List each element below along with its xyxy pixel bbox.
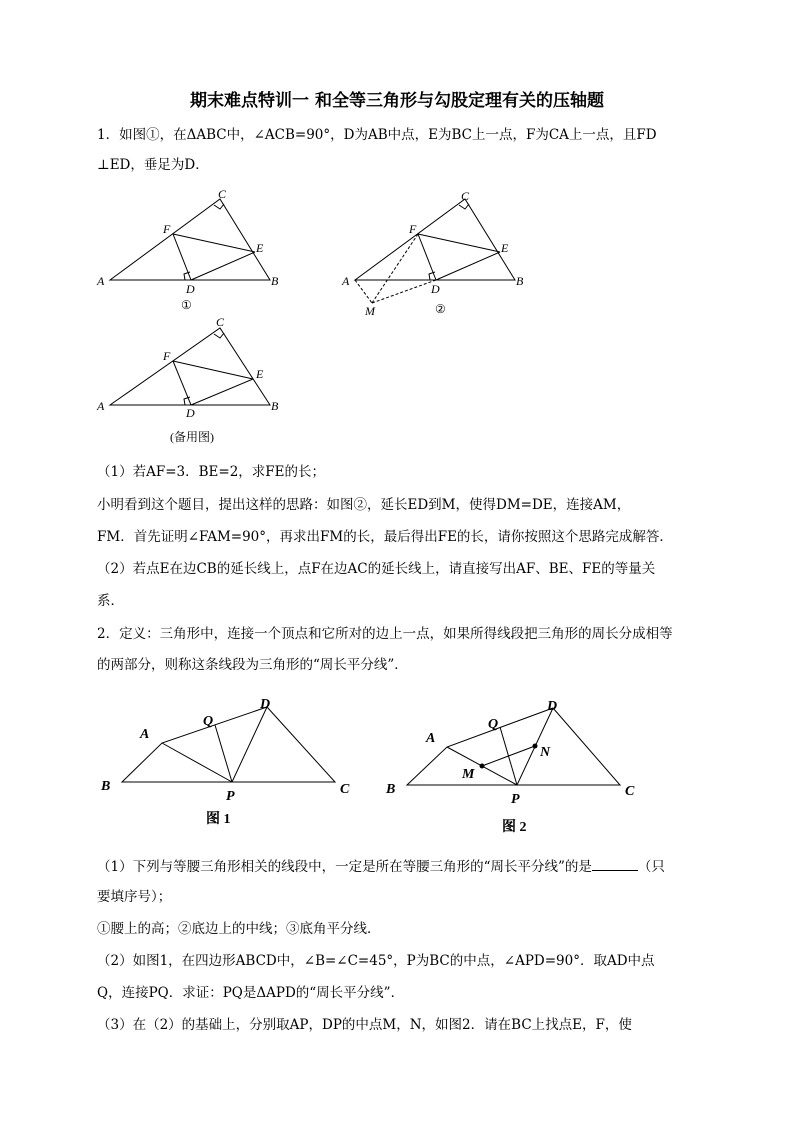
point-N [533,744,538,749]
q2-fig1-caption: 图 1 [206,812,231,827]
point-M [480,764,485,769]
q2f1-label-B: B [101,779,111,794]
label-F3: F [163,349,171,363]
q2-part1-line2: 要填序号）； [97,889,172,905]
q2-options: ①腰上的高；②底边上的中线；③底角平分线． [97,921,381,937]
q2-part2-line2: Q，连接PQ．求证：PQ是ΔAPD的“周长平分线”． [97,985,405,1001]
q1-part2-line1: （2）若点E在边CB的延长线上，点F在边AC的延长线上，请直接写出AF、BE、FE的等量关 [97,561,656,577]
q1-hint-line1: 小明看到这个题目，提出这样的思路：如图②，延长ED到M，使得DM=DE，连接AM， [97,497,631,513]
q1-figure-1 [90,185,290,320]
label-D3: D [186,406,195,420]
q2-figure-2 [380,690,650,840]
q2f2-label-C: C [625,784,635,799]
q2-part1-text: （1）下列与等腰三角形相关的线段中，一定是所在等腰三角形的“周长平分线”的是 [97,859,592,875]
label-C2: C [461,189,470,203]
label-E2: E [501,241,509,255]
q2f2-label-M: M [462,767,475,782]
label-A2: A [342,274,350,288]
label-E3: E [256,367,264,381]
q2f2-label-P: P [511,792,520,807]
q2f2-label-Q: Q [488,717,499,732]
q1-figure-2 [335,185,535,320]
q2f1-label-D: D [260,697,271,712]
label-D: D [186,282,195,296]
label-B: B [271,274,279,288]
label-C3: C [216,315,225,329]
q1-figure-backup [90,315,290,450]
label-A: A [97,274,105,288]
q2f2-label-N: N [540,745,551,760]
q2f1-label-A: A [140,727,150,742]
label-A3: A [97,399,105,413]
q2f2-label-A: A [426,731,436,746]
label-E: E [256,241,264,255]
label-F: F [163,222,171,236]
page-title: 期末难点特训一 和全等三角形与勾股定理有关的压轴题 [190,91,604,111]
label-B2: B [516,274,524,288]
q2-part2-line1: （2）如图1，在四边形ABCD中，∠B=∠C=45°，P为BC的中点，∠APD=90°．取AD中点 [97,953,655,969]
answer-blank[interactable] [592,856,638,871]
label-C: C [218,187,227,201]
fig2-caption: ② [435,302,446,316]
fig1-caption: ① [181,298,192,312]
q2-def-line1: 2．定义：三角形中，连接一个顶点和它所对的边上一点，如果所得线段把三角形的周长分成相等 [97,626,673,642]
q1-hint-line2: FM．首先证明∠FAM=90°，再求出FM的长，最后得出FE的长，请你按照这个思路完成解答． [97,529,673,545]
fig3-caption: (备用图) [170,430,214,444]
q2-figure-1 [95,690,365,835]
label-M: M [365,304,375,318]
label-B3: B [271,399,279,413]
q2f1-label-Q: Q [203,714,214,729]
q2-part1-tail: （只 [637,859,665,875]
q2-part3-line1: （3）在（2）的基础上，分别取AP，DP的中点M，N，如图2．请在BC上找点E，F，使 [97,1017,632,1033]
q1-stem-line1: 1．如图①，在ΔABC中，∠ACB=90°，D为AB中点，E为BC上一点，F为CA上一点，且FD [97,127,657,143]
q2f1-label-P: P [226,789,235,804]
q2f2-label-D: D [547,699,558,714]
q1-part2-line2: 系． [97,593,124,609]
q2f1-label-C: C [340,782,350,797]
q1-part1: （1）若AF=3．BE=2，求FE的长； [97,464,326,480]
q2-def-line2: 的两部分，则称这条线段为三角形的“周长平分线”． [97,657,408,673]
q2f2-label-B: B [386,782,396,797]
q2-part1-line1 [97,856,707,877]
label-F2: F [409,222,417,236]
q1-stem-line2: ⊥ED，垂足为D． [97,157,209,173]
q2-fig2-caption: 图 2 [502,820,527,835]
label-D2: D [431,282,440,296]
